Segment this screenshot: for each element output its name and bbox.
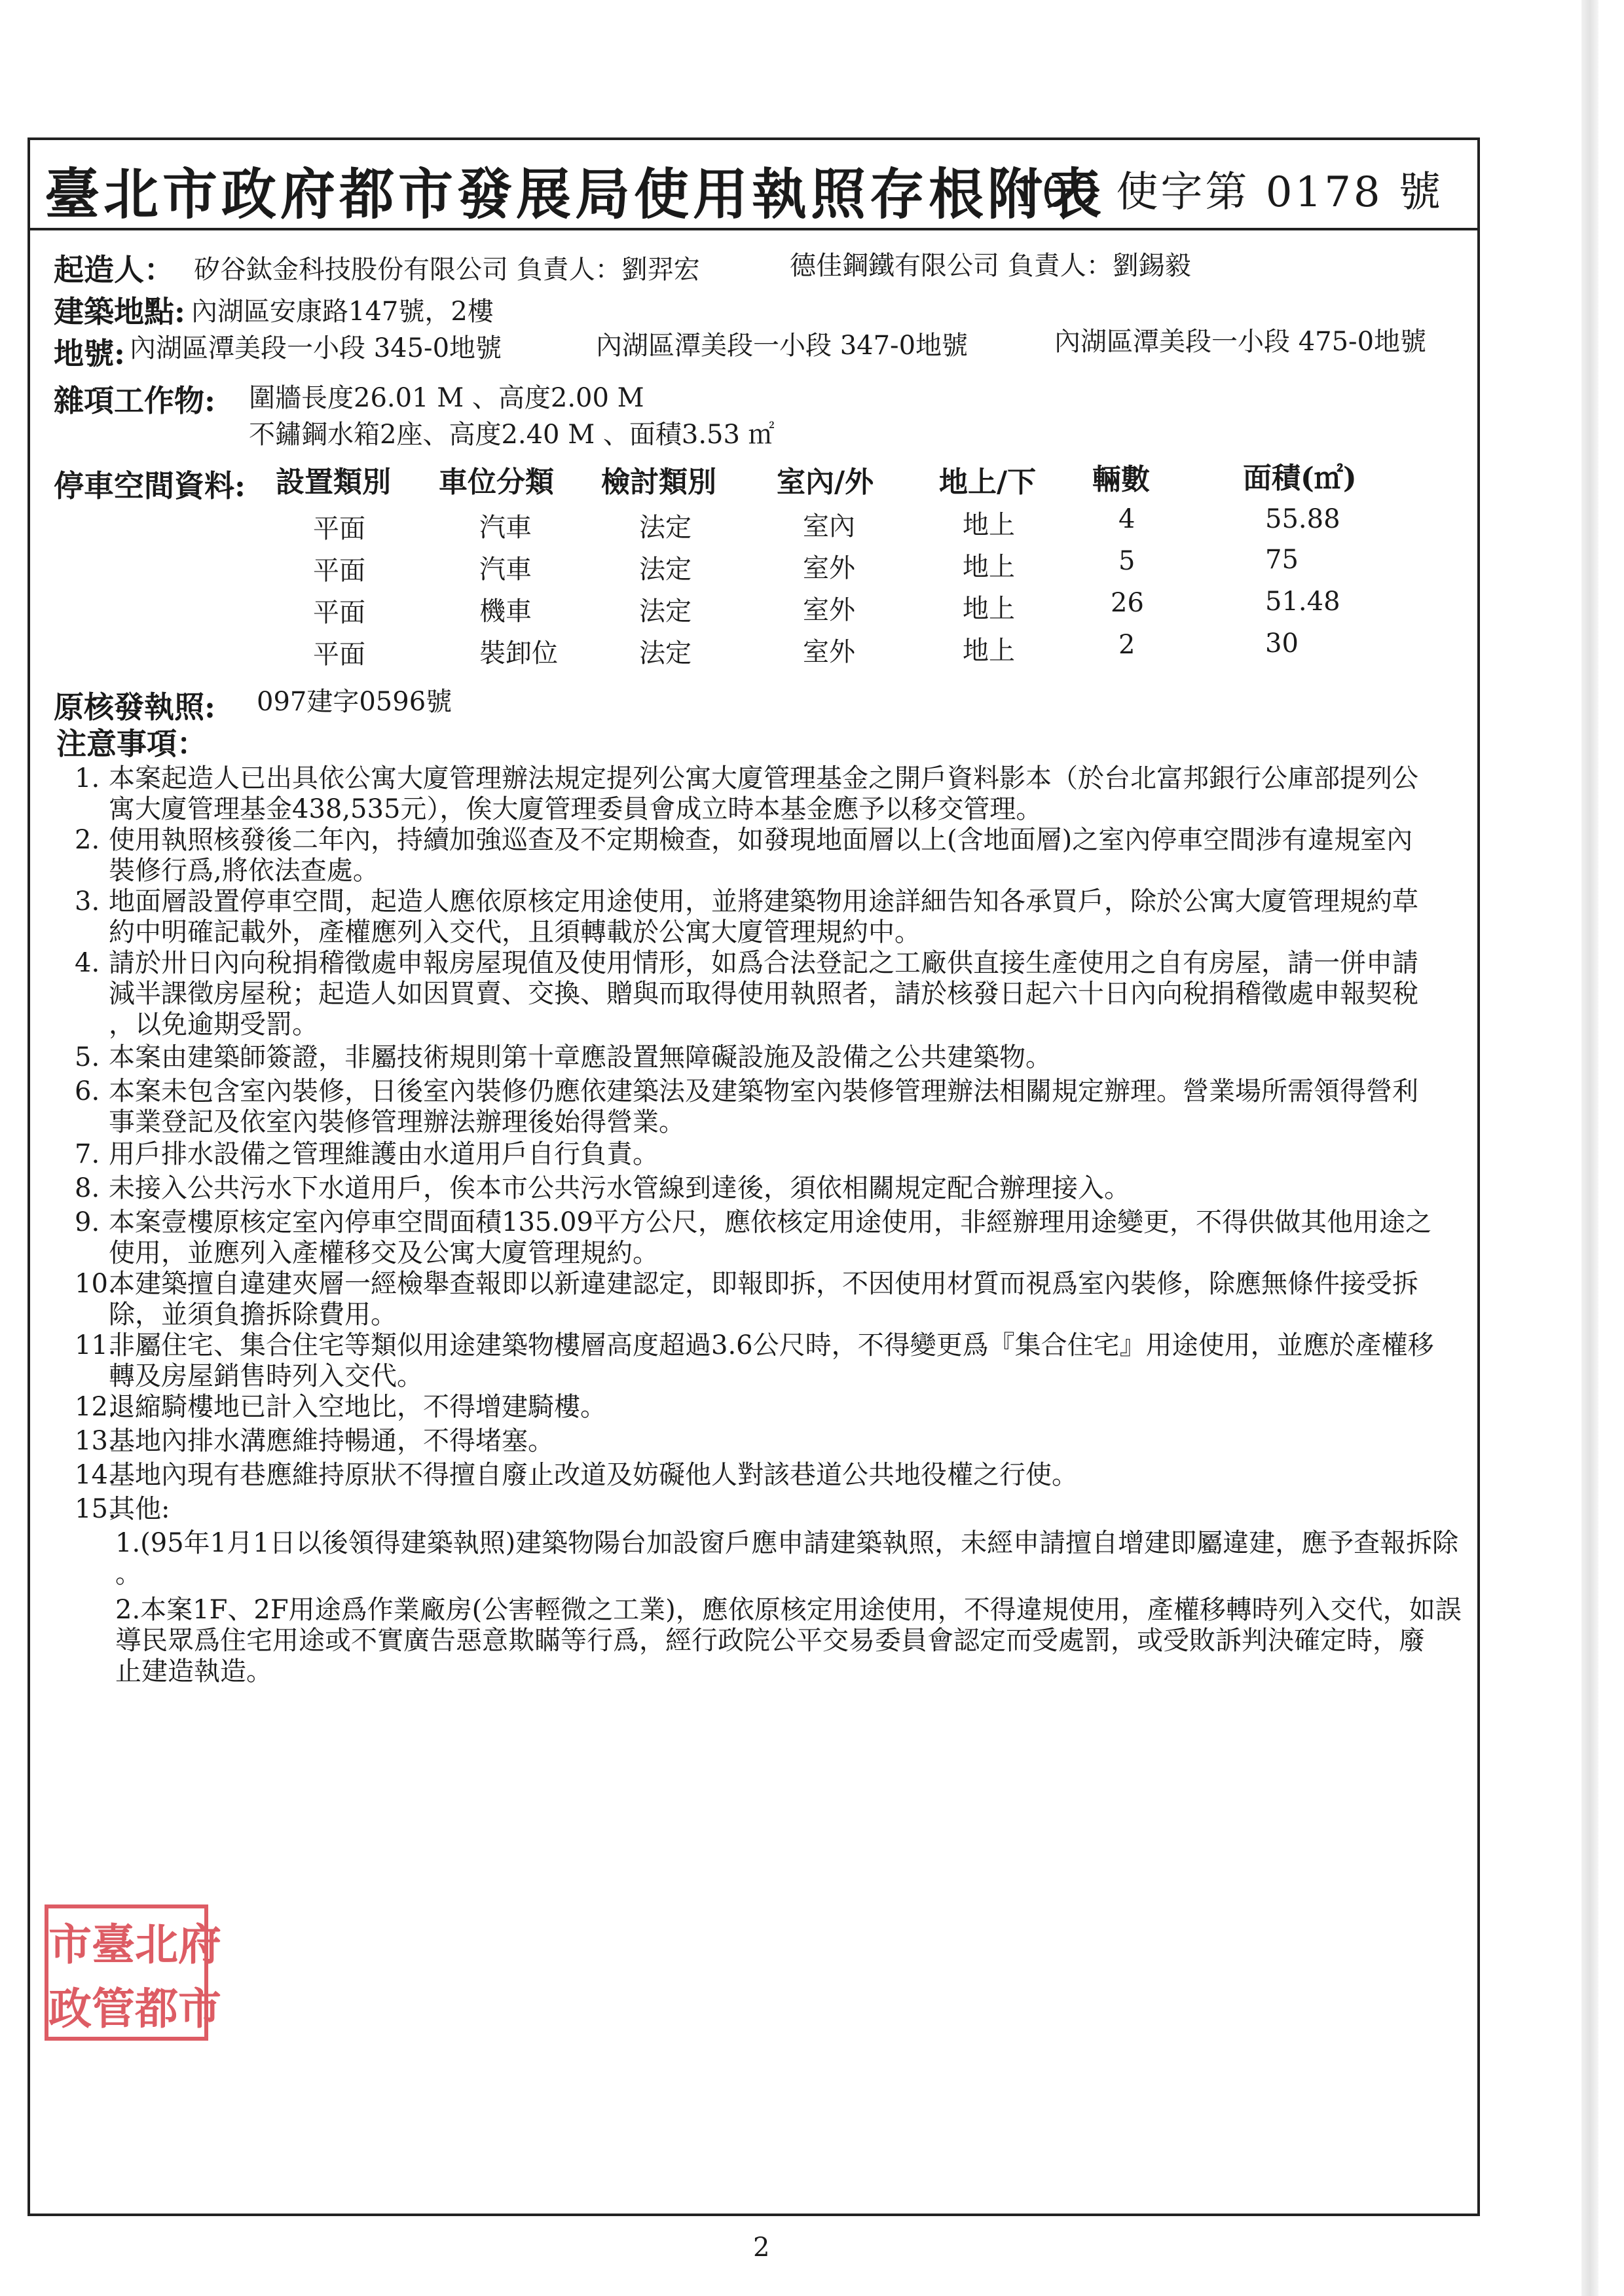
note-text: 寓大廈管理基金438,535元），俟大廈管理委員會成立時本基金應予以移交管理。: [109, 794, 1043, 824]
note-number: 13.: [75, 1426, 117, 1456]
parking-cell: 26: [1111, 588, 1144, 618]
seal-char: 北: [135, 1918, 178, 1970]
note-item: [75, 1460, 1437, 1491]
notes-title: 注意事項：: [56, 726, 207, 761]
note-text: 本建築擅自違建夾層一經檢舉查報即以新違建認定，即報即拆，不因使用材質而視爲室內裝修，除應無條件接受拆: [109, 1269, 1418, 1299]
parking-header: 面積(㎡): [1243, 462, 1357, 495]
parking-cell: 2: [1118, 630, 1135, 660]
parking-cell: 平面: [313, 598, 365, 628]
parking-header: 室內/外: [777, 465, 874, 499]
note-text: 基地內排水溝應維持暢通，不得堵塞。: [109, 1426, 554, 1456]
note-number: 7.: [75, 1139, 100, 1169]
seal-char: 政: [48, 1982, 92, 2034]
note-number: 11.: [75, 1330, 117, 1360]
sub-note-text: 1.(95年1月1日以後領得建築執照)建築物陽台加設窗戶應申請建築執照，未經申請擅自增建即屬違建，應予查報拆除: [115, 1528, 1459, 1558]
note-text: 本案起造人已出具依公寓大廈管理辦法規定提列公寓大廈管理基金之開戶資料影本（於台北富邦銀行公庫部提列公: [109, 763, 1418, 793]
parking-cell: 平面: [313, 514, 365, 544]
note-item: [75, 763, 1437, 825]
parking-cell: 室外: [803, 553, 855, 583]
note-number: 5.: [75, 1042, 100, 1072]
permit-number: 100 使字第 0178 號: [1012, 168, 1443, 217]
note-number: 15.: [75, 1494, 117, 1524]
original-permit-label: 原核發執照:: [54, 689, 215, 725]
note-text: 本案未包含室內裝修，日後室內裝修仍應依建築法及建築物室內裝修管理辦法相關規定辦理。營業場所需領得營利: [109, 1076, 1418, 1106]
note-text: 其他:: [109, 1494, 170, 1524]
note-item: [75, 1173, 1437, 1204]
note-number: 4.: [75, 948, 100, 978]
parking-cell: 汽車: [479, 555, 532, 585]
parking-cell: 地上: [963, 636, 1015, 666]
note-text: 退縮騎樓地已計入空地比，不得增建騎樓。: [109, 1392, 606, 1422]
seal-char: 市: [48, 1918, 92, 1970]
note-item: [75, 1042, 1437, 1073]
note-number: 2.: [75, 825, 100, 855]
parking-cell: 30: [1265, 629, 1299, 659]
note-text: 裝修行爲,將依法查處。: [109, 856, 379, 886]
note-number: 6.: [75, 1076, 100, 1106]
parking-header: 車位分類: [439, 465, 554, 499]
parking-cell: 法定: [639, 596, 692, 627]
parking-header: 設置類別: [276, 465, 391, 499]
misc-label: 雜項工作物:: [54, 383, 215, 418]
note-text: 事業登記及依室內裝修管理辦法辦理後始得營業。: [109, 1107, 685, 1137]
note-text: 約中明確記載外，產權應列入交代，且須轉載於公寓大廈管理規約中。: [109, 917, 921, 947]
note-item: [75, 1426, 1437, 1457]
original-permit-value: 097建字0596號: [257, 687, 452, 717]
note-text: 用戶排水設備之管理維護由水道用戶自行負責。: [109, 1139, 659, 1169]
sub-note-text: 導民眾爲住宅用途或不實廣告惡意欺瞞等行爲，經行政院公平交易委員會認定而受處罰，或受敗訴判決確定時，廢: [115, 1626, 1425, 1656]
parking-cell: 地上: [963, 510, 1015, 540]
seal-char: 臺: [92, 1918, 135, 1970]
note-number: 10.: [75, 1269, 117, 1299]
parking-cell: 法定: [639, 555, 692, 585]
sub-note-text: 止建造執造。: [115, 1656, 272, 1686]
note-text: 基地內現有巷應維持原狀不得擅自廢止改道及妨礙他人對該巷道公共地役權之行使。: [109, 1460, 1078, 1490]
note-item: [75, 1139, 1437, 1170]
parking-cell: 室內: [803, 511, 855, 541]
seal-char: 市: [178, 1982, 221, 2034]
seal-char: 府: [178, 1918, 221, 1970]
note-text: ，以免逾期受罰。: [109, 1010, 318, 1040]
note-text: 本案由建築師簽證，非屬技術規則第十章應設置無障礙設施及設備之公共建築物。: [109, 1042, 1052, 1072]
parking-cell: 55.88: [1265, 504, 1340, 534]
sub-note-item: [115, 1595, 1462, 1687]
official-seal: [45, 1904, 221, 2041]
note-text: 減半課徵房屋稅；起造人如因買賣、交換、贈與而取得使用執照者，請於核發日起六十日內向稅捐稽徵處申報契稅: [109, 979, 1418, 1009]
misc-1: 圍牆長度26.01 M 、高度2.00 M: [249, 383, 644, 413]
builder-1: 矽谷鈦金科技股份有限公司 負責人：劉羿宏: [194, 255, 700, 285]
document-title: 臺北市政府都市發展局使用執照存根附表: [45, 162, 1106, 227]
parking-cell: 平面: [313, 640, 365, 670]
parking-cell: 室外: [803, 595, 855, 625]
note-item: [75, 1207, 1437, 1269]
parking-cell: 4: [1118, 504, 1135, 534]
sub-note-item: [115, 1528, 1459, 1590]
lot-1: 內湖區潭美段一小段 345-0地號: [130, 333, 502, 363]
note-number: 3.: [75, 886, 100, 917]
title-row: [30, 140, 1477, 230]
page-number: 2: [753, 2232, 770, 2263]
parking-cell: 法定: [639, 638, 692, 668]
note-number: 12.: [75, 1392, 117, 1422]
note-number: 9.: [75, 1207, 100, 1237]
lot-label: 地號:: [54, 336, 125, 371]
note-number: 14.: [75, 1460, 117, 1490]
site-value: 內湖區安康路147號，2樓: [191, 297, 494, 327]
builder-label: 起造人：: [54, 252, 174, 287]
parking-header: 檢討類別: [601, 465, 716, 499]
parking-cell: 平面: [313, 556, 365, 586]
builder-2: 德佳鋼鐵有限公司 負責人：劉錫毅: [790, 251, 1191, 281]
lot-3: 內湖區潭美段一小段 475-0地號: [1054, 327, 1427, 357]
parking-cell: 51.48: [1265, 587, 1340, 617]
sub-note-text: 。: [115, 1559, 141, 1589]
parking-cell: 5: [1118, 546, 1135, 576]
parking-cell: 汽車: [479, 513, 532, 543]
seal-char: 都: [135, 1982, 178, 2034]
parking-cell: 地上: [963, 552, 1015, 582]
note-text: 未接入公共污水下水道用戶，俟本市公共污水管線到達後，須依相關規定配合辦理接入。: [109, 1173, 1130, 1203]
note-item: [75, 1330, 1437, 1392]
note-text: 地面層設置停車空間，起造人應依原核定用途使用，並將建築物用途詳細告知各承買戶，除於公寓大廈管理規約草: [109, 886, 1418, 917]
note-item: [75, 886, 1437, 948]
parking-header: 地上/下: [939, 465, 1037, 499]
note-text: 除，並須負擔拆除費用。: [109, 1300, 397, 1330]
parking-header: 輛數: [1092, 463, 1150, 496]
note-text: 使用，並應列入產權移交及公寓大廈管理規約。: [109, 1238, 659, 1268]
parking-label: 停車空間資料:: [54, 468, 246, 503]
parking-cell: 法定: [639, 513, 692, 543]
parking-cell: 機車: [479, 596, 532, 627]
note-number: 1.: [75, 763, 100, 793]
parking-cell: 室外: [803, 637, 855, 667]
note-text: 轉及房屋銷售時列入交代。: [109, 1361, 423, 1391]
lot-2: 內湖區潭美段一小段 347-0地號: [596, 331, 969, 361]
parking-cell: 75: [1265, 545, 1299, 575]
sub-note-text: 2.本案1F、2F用途爲作業廠房(公害輕微之工業)，應依原核定用途使用，不得違規使用，產權移轉時列入交代，如誤: [115, 1595, 1462, 1625]
seal-char: 管: [92, 1982, 135, 2034]
note-number: 8.: [75, 1173, 100, 1203]
note-text: 非屬住宅、集合住宅等類似用途建築物樓層高度超過3.6公尺時，不得變更爲『集合住宅』用途使用，並應於產權移: [109, 1330, 1434, 1360]
note-text: 使用執照核發後二年內，持續加強巡查及不定期檢查，如發現地面層以上(含地面層)之室內停車空間涉有違規室內: [109, 825, 1413, 855]
site-label: 建築地點:: [54, 294, 185, 329]
note-text: 請於卅日內向稅捐稽徵處申報房屋現值及使用情形，如爲合法登記之工廠供直接生產使用之自有房屋，請一併申請: [109, 948, 1418, 978]
note-item: [75, 1076, 1437, 1138]
note-item: [75, 1494, 1437, 1525]
note-item: [75, 1269, 1437, 1330]
parking-cell: 地上: [963, 594, 1015, 624]
document-frame: [28, 137, 1480, 2216]
note-text: 本案壹樓原核定室內停車空間面積135.09平方公尺，應依核定用途使用，非經辦理用途變更，不得供做其他用途之: [109, 1207, 1431, 1237]
scan-page-edge: [1581, 0, 1598, 2296]
note-item: [75, 825, 1437, 886]
parking-cell: 裝卸位: [479, 638, 558, 668]
misc-2: 不鏽鋼水箱2座、高度2.40 M 、面積3.53 ㎡: [249, 420, 775, 450]
note-item: [75, 1392, 1437, 1423]
note-item: [75, 948, 1437, 1040]
